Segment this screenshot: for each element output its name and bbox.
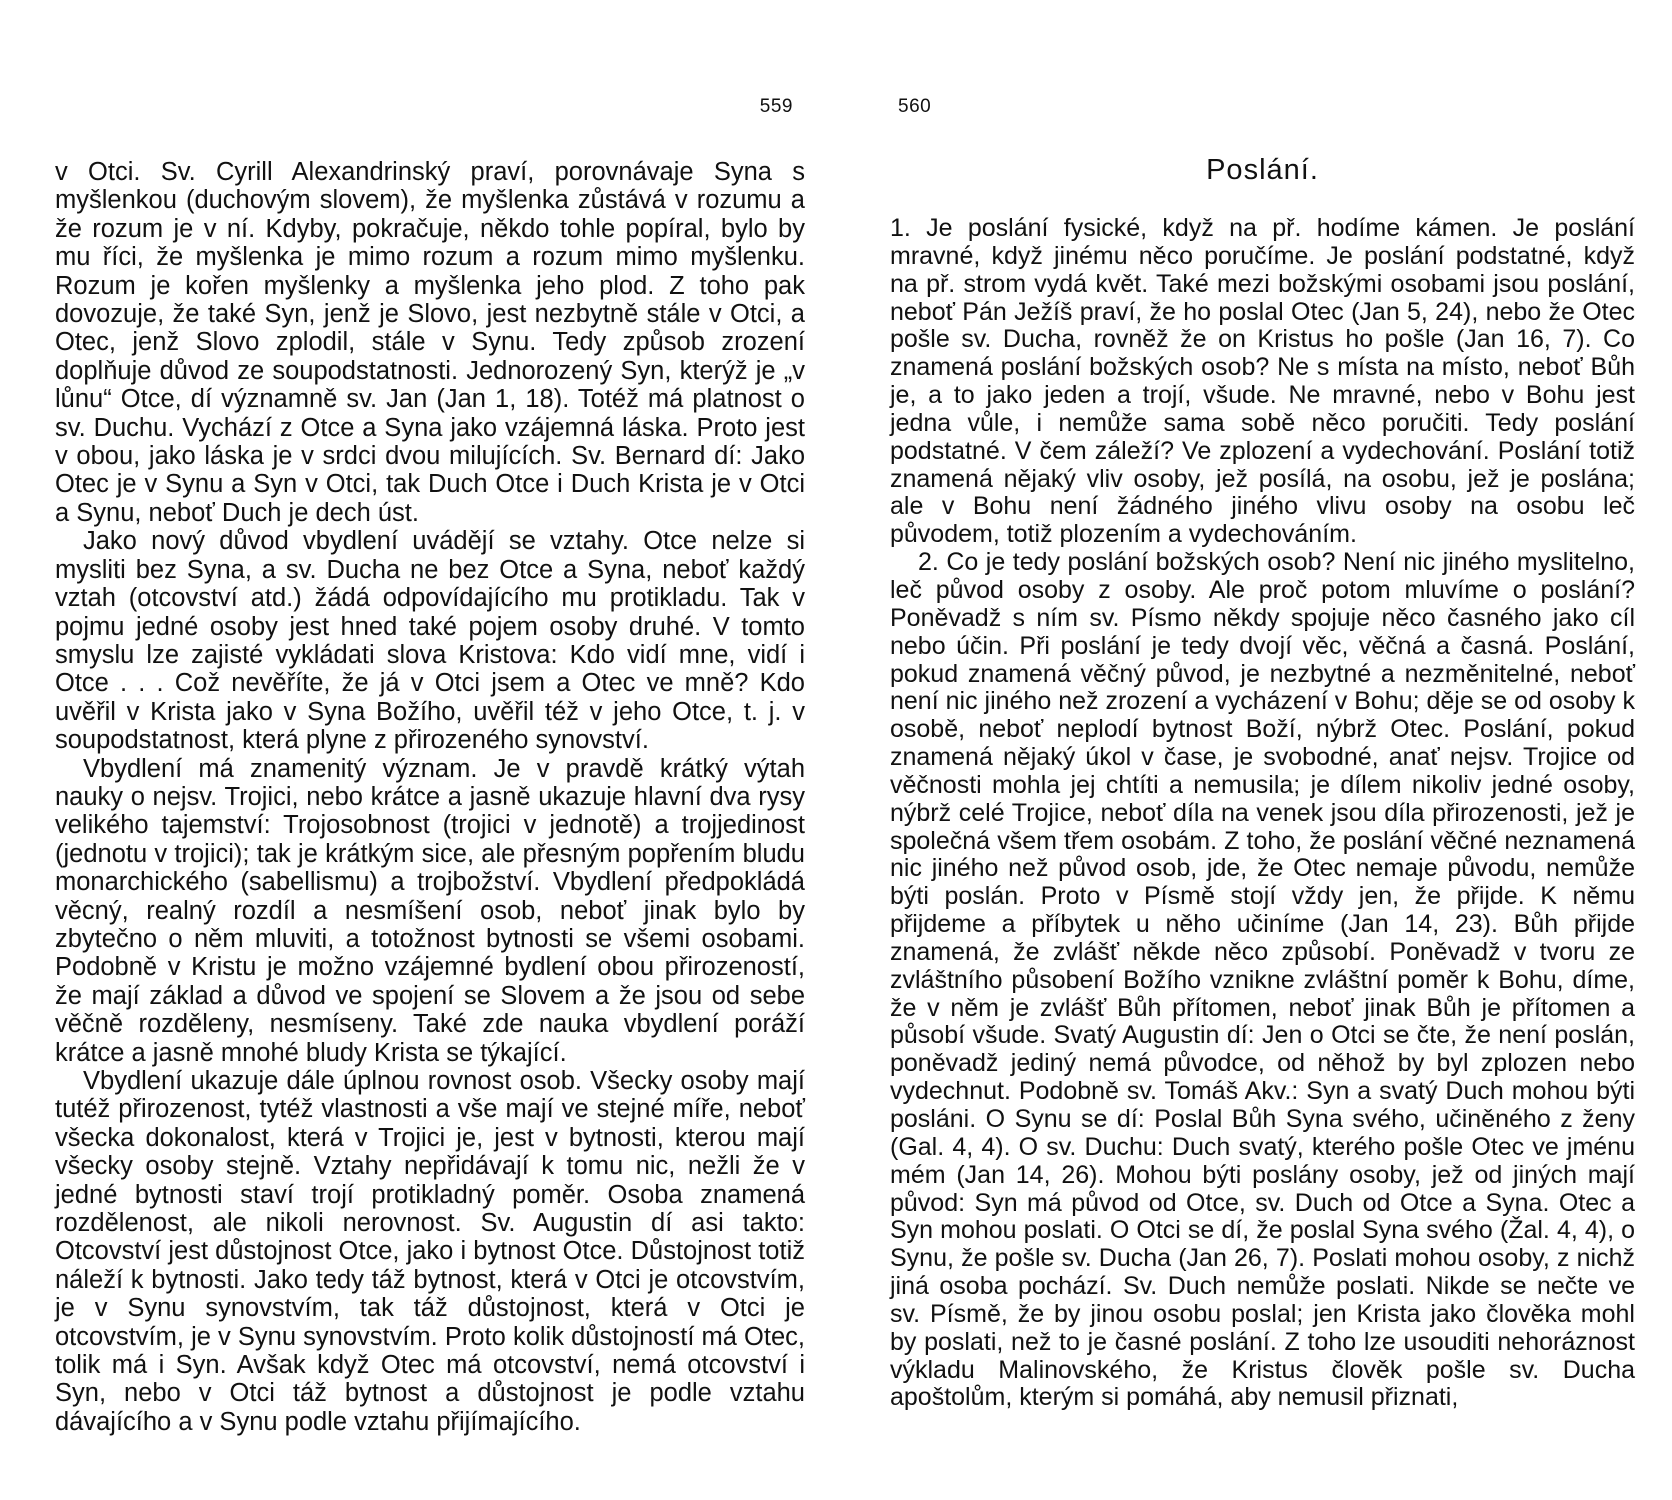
paragraph: 1. Je poslání fysické, když na př. hodíme kámen. Je poslání mravné, když jinému něco poručíme. Je poslání podstatné, když na př. strom vydá květ. Také mezi božskými osobami jsou poslání, neboť Pán Ježíš praví, že ho poslal Otec (Jan 5, 24), nebo že Otec pošle sv. Ducha, rovněž že on Kristus ho pošle (Jan 16, 7). Co znamená poslání božských osob? Ne s místa na místo, neboť Bůh je, a to jako jeden a trojí, všude. Ne mravné, nebo v Bohu jest jedna vůle, i nemůže sama sobě něco poručiti. Tedy poslání podstatné. V čem záleží? Ve zplození a vydechování. Poslání totiž znamená nějaký vliv osoby, jež posílá, na osobu, jež je poslána; ale v Bohu není žádného jiného vlivu osoby na osobu leč původem, totiž plozením a vydechováním.: [890, 214, 1635, 549]
paragraph: v Otci. Sv. Cyrill Alexandrinský praví, porovnávaje Syna s myšlenkou (duchovým slovem), že myšlenka zůstává v rozumu a že rozum je v ní. Kdyby, pokračuje, někdo tohle popíral, bylo by mu říci, že myšlenka je mimo rozum a rozum mimo myšlenku. Rozum je kořen myšlenky a myšlenka jeho plod. Z toho pak dovozuje, že také Syn, jenž je Slovo, jest nezbytně stále v Otci, a Otec, jenž Slovo zplodil, stále v Synu. Tedy způsob zrození doplňuje důvod ze soupodstatnosti. Jednorozený Syn, kterýž je „v lůnu“ Otce, dí významně sv. Jan (Jan 1, 18). Totéž má platnost o sv. Duchu. Vychází z Otce a Syna jako vzájemná láska. Proto jest v obou, jako láska je v srdci dvou milujících. Sv. Bernard dí: Jako Otec je v Synu a Syn v Otci, tak Duch Otce i Duch Krista je v Otci a Synu, neboť Duch je dech úst.: [55, 158, 805, 527]
paragraph: Vbydlení má znamenitý význam. Je v pravdě krátký výtah nauky o nejsv. Trojici, nebo krátce a jasně ukazuje hlavní dva rysy velikého tajemství: Trojosobnost (trojici v jednotě) a trojjedinost (jednotu v trojici); tak je krátkým sice, ale přesným popřením bludu monarchického (sabellismu) a trojbožství. Vbydlení předpokládá věcný, realný rozdíl a nesmíšení osob, neboť jinak bylo by zbytečno o něm mluviti, a totožnost bytnosti se všemi osobami. Podobně v Kristu je možno vzájemné bydlení obou přirozeností, že mají základ a důvod ve spojení se Slovem a že jsou od sebe věčně rozděleny, nesmíseny. Také zde nauka vbydlení poráží krátce a jasně mnohé bludy Krista se týkající.: [55, 754, 805, 1067]
paragraph: 2. Co je tedy poslání božských osob? Není nic jiného myslitelno, leč původ osoby z osoby. Ale proč potom mluvíme o poslání? Poněvadž s ním sv. Písmo někdy spojuje něco časného jako cíl nebo účin. Při poslání je tedy dvojí věc, věčná a časná. Poslání, pokud znamená věčný původ, je nezbytné a nezměnitelné, neboť není nic jiného než zrození a vycházení v Bohu; děje se od osoby k osobě, neboť neplodí bytnost Boží, nýbrž Otec. Poslání, pokud znamená nějaký úkol v čase, je svobodné, anať nejsv. Trojice od věčnosti mohla jej chtíti a nemusila; je dílem nikoliv jedné osoby, nýbrž celé Trojice, neboť díla na venek jsou díla přirozenosti, jež je společná všem třem osobám. Z toho, že poslání věčné neznamená nic jiného než původ osob, jde, že Otec nemaje původu, nemůže býti poslán. Proto v Písmě stojí vždy jen, že přijde. K němu přijdeme a příbytek u něho učiníme (Jan 14, 23). Bůh přijde znamená, že zvlášť někde něco způsobí. Poněvadž v tvoru ze zvláštního působení Božího vznikne zvláštní poměr k Bohu, díme, že v něm je zvlášť Bůh přítomen, neboť jinak Bůh je přítomen a působí všude. Svatý Augustin dí: Jen o Otci se čte, že není poslán, poněvadž jediný nemá původce, od něhož by byl zplozen nebo vydechnut. Podobně sv. Tomáš Akv.: Syn a svatý Duch mohou býti posláni. O Synu se dí: Poslal Bůh Syna svého, učiněného z ženy (Gal. 4, 4). O sv. Duchu: Duch svatý, kterého pošle Otec ve jménu mém (Jan 14, 26). Mohou býti poslány osoby, jež od jiných mají původ: Syn má původ od Otce, sv. Duch od Otce a Syna. Otec a Syn mohou poslati. O Otci se dí, že poslal Syna svého (Žal. 4, 4), o Synu, že pošle sv. Ducha (Jan 26, 7). Poslati mohou osoby, z nichž jiná osoba pochází. Sv. Duch nemůže poslati. Nikde se nečte ve sv. Písmě, že by jinou osobu poslal; jen Krista jako člověka mohl by poslati, než to je časné poslání. Z toho lze usouditi nehoráznost výkladu Malinovského, že Kristus člověk pošle sv. Ducha apoštolům, kterým si pomáhá, aby nemusil přiznati,: [890, 548, 1635, 1412]
left-page: [55, 0, 805, 1500]
page-number: 560: [898, 96, 932, 117]
right-page: [890, 0, 1635, 1500]
page-number: 559: [759, 96, 793, 117]
body-text: [55, 158, 805, 1436]
paragraph: Vbydlení ukazuje dále úplnou rovnost osob. Všecky osoby mají tutéž přirozenost, tytéž vlastnosti a vše mají ve stejné míře, neboť všecka dokonalost, která v Trojici je, jest v bytnosti, kterou mají všecky osoby stejně. Vztahy nepřidávají k tomu nic, nežli že v jedné bytnosti staví trojí protikladný poměr. Osoba znamená rozdělenost, ale nikoli nerovnost. Sv. Augustin dí asi takto: Otcovství jest důstojnost Otce, jako i bytnost Otce. Důstojnost totiž náleží k bytnosti. Jako tedy táž bytnost, která v Otci je otcovstvím, je v Synu synovstvím, tak táž důstojnost, která v Otci je otcovstvím, je v Synu synovstvím. Proto kolik důstojností má Otec, tolik má i Syn. Avšak když Otec má otcovství, nemá otcovství i Syn, nebo v Otci táž bytnost a důstojnost je podle vztahu dávajícího a v Synu podle vztahu přijímajícího.: [55, 1067, 805, 1436]
section-title: Poslání.: [1206, 154, 1319, 186]
paragraph: Jako nový důvod vbydlení uvádějí se vztahy. Otce nelze si mysliti bez Syna, a sv. Ducha ne bez Otce a Syna, neboť každý vztah (otcovství atd.) žádá odpovídajícího mu protikladu. Tak v pojmu jedné osoby jest hned také pojem osoby druhé. V tomto smyslu lze zajisté vykládati slova Kristova: Kdo vidí mne, vidí i Otce . . . Což nevěříte, že já v Otci jsem a Otec ve mně? Kdo uvěřil v Krista jako v Syna Božího, uvěřil též v jeho Otce, t. j. v soupodstatnost, která plyne z přirozeného synovství.: [55, 527, 805, 755]
body-text: [890, 215, 1635, 1412]
